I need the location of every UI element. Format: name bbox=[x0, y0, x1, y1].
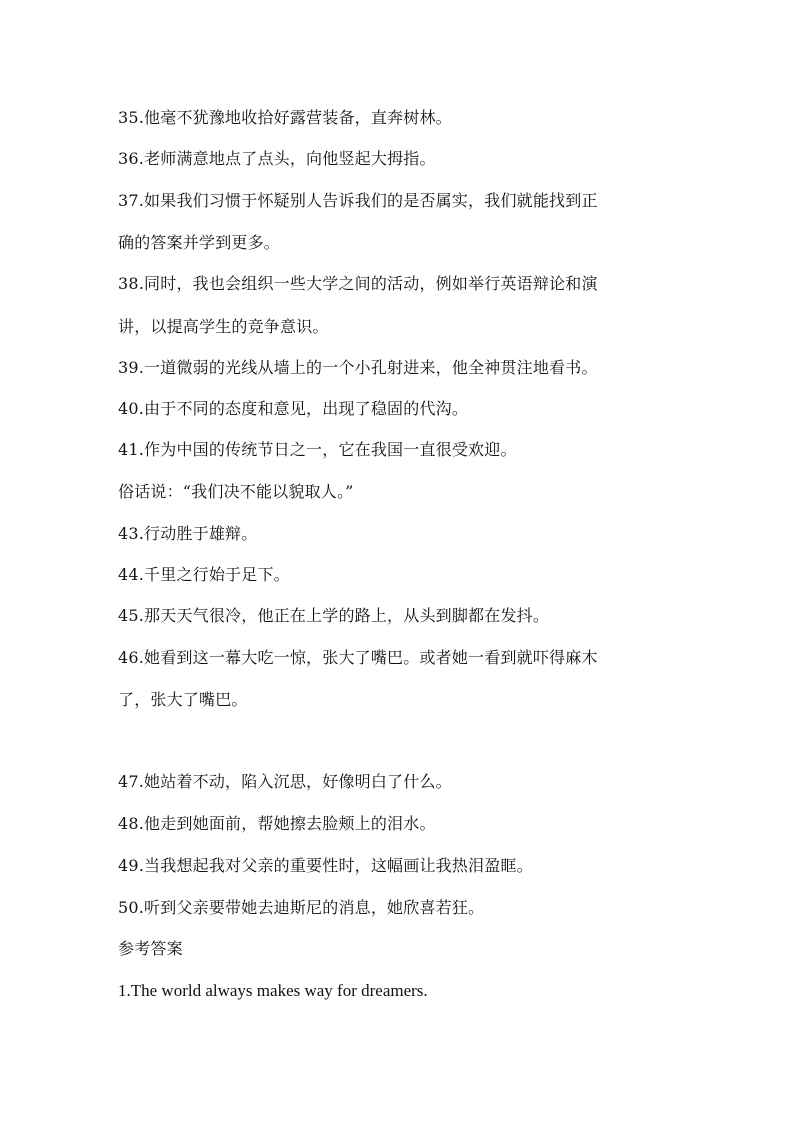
sentence-35: 35.他毫不犹豫地收拾好露营装备，直奔树林。 bbox=[118, 108, 452, 127]
sentence-37-line-2: 确的答案并学到更多。 bbox=[118, 233, 281, 252]
sentence-41: 41.作为中国的传统节日之一，它在我国一直很受欢迎。 bbox=[118, 440, 517, 459]
answer-key-heading: 参考答案 bbox=[118, 939, 183, 958]
sentence-38-line-2: 讲，以提高学生的竞争意识。 bbox=[118, 317, 329, 336]
sentence-49: 49.当我想起我对父亲的重要性时，这幅画让我热泪盈眶。 bbox=[118, 856, 533, 875]
proverb-line: 俗话说：“我们决不能以貌取人。” bbox=[118, 482, 354, 501]
sentence-46-line-1: 46.她看到这一幕大吃一惊，张大了嘴巴。或者她一看到就吓得麻木 bbox=[118, 648, 598, 667]
sentence-39: 39.一道微弱的光线从墙上的一个小孔射进来，他全神贯注地看书。 bbox=[118, 358, 598, 377]
sentence-48: 48.他走到她面前，帮她擦去脸颊上的泪水。 bbox=[118, 814, 436, 833]
sentence-44: 44.千里之行始于足下。 bbox=[118, 565, 290, 584]
sentence-46-line-2: 了，张大了嘴巴。 bbox=[118, 690, 248, 709]
sentence-47: 47.她站着不动，陷入沉思，好像明白了什么。 bbox=[118, 772, 452, 791]
answer-1: 1.The world always makes way for dreamers. bbox=[118, 981, 428, 1000]
sentence-38-line-1: 38.同时，我也会组织一些大学之间的活动，例如举行英语辩论和演 bbox=[118, 274, 598, 293]
sentence-50: 50.听到父亲要带她去迪斯尼的消息，她欣喜若狂。 bbox=[118, 898, 485, 917]
sentence-37-line-1: 37.如果我们习惯于怀疑别人告诉我们的是否属实，我们就能找到正 bbox=[118, 191, 598, 210]
sentence-36: 36.老师满意地点了点头，向他竖起大拇指。 bbox=[118, 149, 436, 168]
sentence-43: 43.行动胜于雄辩。 bbox=[118, 524, 258, 543]
sentence-40: 40.由于不同的态度和意见，出现了稳固的代沟。 bbox=[118, 399, 469, 418]
sentence-45: 45.那天天气很冷，他正在上学的路上，从头到脚都在发抖。 bbox=[118, 606, 550, 625]
